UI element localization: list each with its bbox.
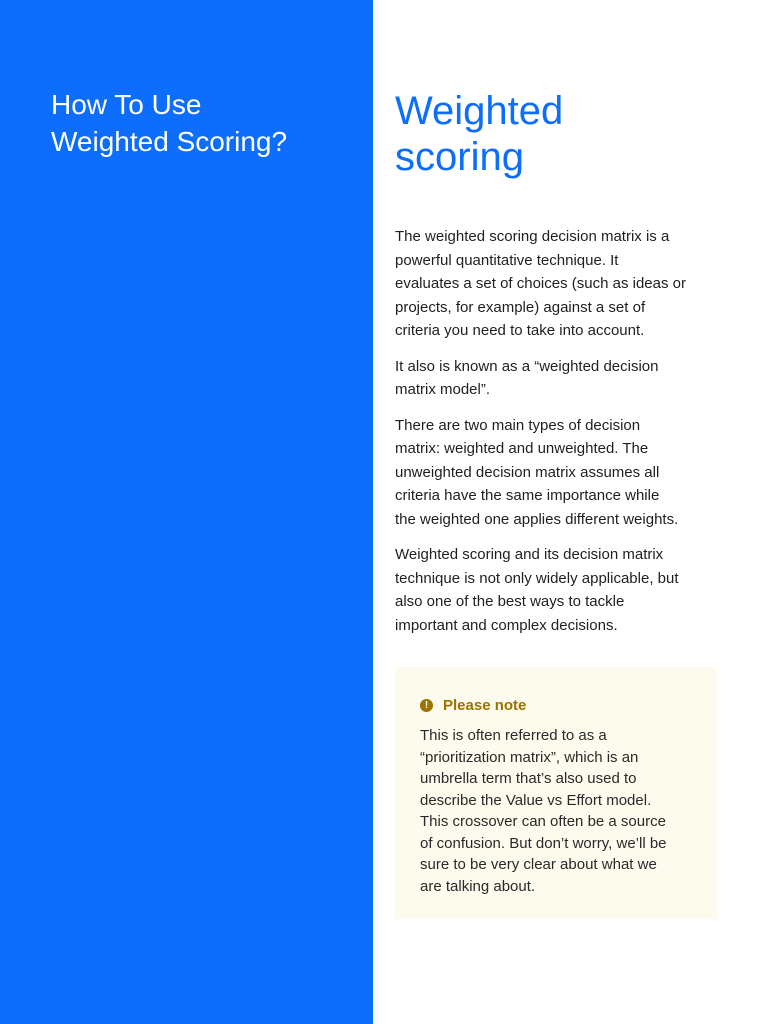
paragraph: There are two main types of decision matrix: weighted and unweighted. The unweighted decision matrix assumes all criteria have the same importance while the weighted one applies different weights. <box>395 416 679 528</box>
note-title: Please note <box>443 696 527 714</box>
sidebar-title-line: How To Use <box>51 89 202 120</box>
paragraph: Weighted scoring and its decision matrix technique is not only widely applicable, but also one of the best ways to tackle important and complex decisions. <box>395 546 679 634</box>
sidebar-title <box>51 86 351 160</box>
page-title <box>395 88 725 180</box>
paragraph: The weighted scoring decision matrix is a powerful quantitative technique. It evaluates a set of choices (such as ideas or projects, for example) against a set of criteria you need to take into account. <box>395 228 686 339</box>
paragraph: It also is known as a “weighted decision matrix model”. <box>395 357 659 398</box>
sidebar-title-line: Weighted Scoring? <box>51 126 288 157</box>
page-title-line: Weighted <box>395 89 564 133</box>
note-header <box>420 694 693 716</box>
body-text <box>395 225 717 649</box>
note-text: This is often referred to as a “prioritization matrix”, which is an umbrella term that’s also used to describe the Value vs Effort model. This crossover can often be a source of confusion. But don’t worry, we’ll be sure to be very clear about what we are talking about. <box>420 727 667 895</box>
note-callout <box>395 667 717 919</box>
page-title-line: scoring <box>395 135 524 179</box>
sidebar-panel <box>0 0 373 1024</box>
exclamation-circle-icon: ! <box>420 699 433 712</box>
